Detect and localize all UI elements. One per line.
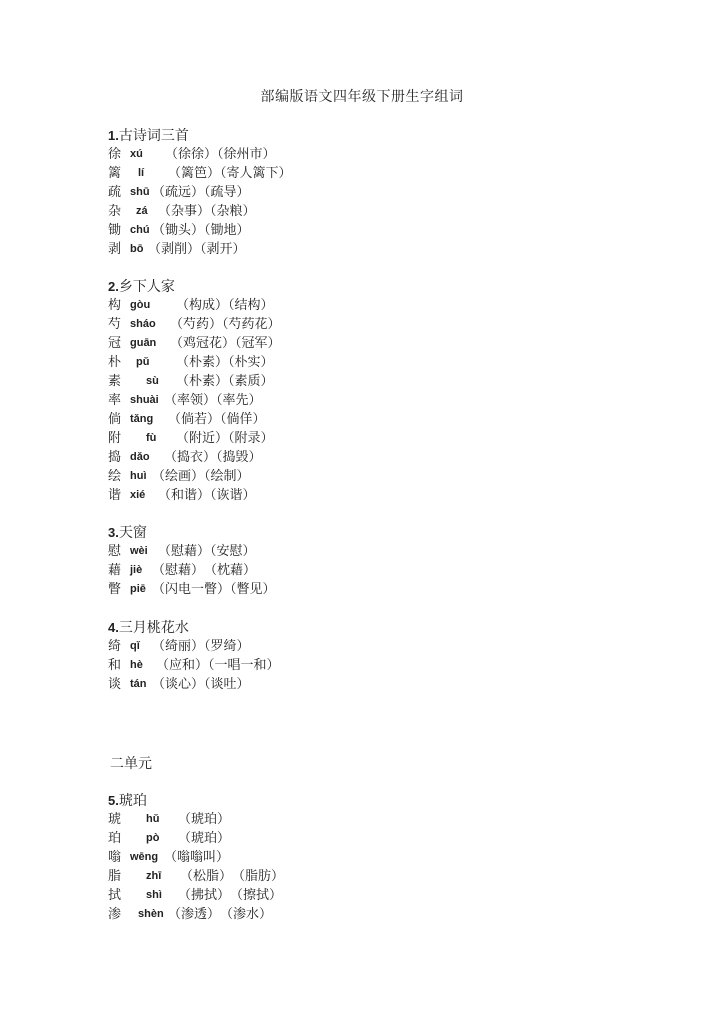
section-1 <box>108 126 668 259</box>
word-group: （嗡嗡叫） <box>164 850 230 865</box>
pinyin: shì <box>146 889 162 901</box>
pinyin: zá <box>136 205 148 217</box>
word-group: （绮丽）（罗绮） <box>152 639 250 654</box>
pinyin: pò <box>146 832 160 844</box>
list-item <box>108 372 668 391</box>
character: 拭 <box>108 888 122 903</box>
word-group: （附近）（附录） <box>176 431 274 446</box>
list-item <box>108 221 668 240</box>
word-group: （闪电一瞥）（瞥见） <box>152 582 276 597</box>
list-item <box>108 810 668 829</box>
character: 渗 <box>108 907 122 922</box>
character: 和 <box>108 658 122 673</box>
pinyin: wēng <box>130 851 159 863</box>
pinyin: xié <box>130 489 146 501</box>
list-item <box>108 580 668 599</box>
word-group: （剥削）（剥开） <box>148 242 246 257</box>
character: 冠 <box>108 336 122 351</box>
pinyin: tǎng <box>130 413 154 425</box>
character: 杂 <box>108 204 122 219</box>
pinyin: qǐ <box>130 640 140 652</box>
pinyin: jiè <box>130 564 143 576</box>
list-item <box>108 905 668 924</box>
section-name: 琥珀 <box>118 793 147 809</box>
section-number: 4. <box>108 620 119 635</box>
word-group: （倘若）（倘佯） <box>168 412 266 427</box>
section-number: 2. <box>108 279 119 294</box>
pinyin: lí <box>138 167 145 179</box>
word-group: （率领）（率先） <box>164 393 262 408</box>
character: 剥 <box>108 242 122 257</box>
pinyin: chú <box>130 224 150 236</box>
pinyin: bō <box>130 243 144 255</box>
list-item <box>108 486 668 505</box>
list-item <box>108 145 668 164</box>
section-number: 5. <box>108 793 119 808</box>
unit-heading: 二单元 <box>110 756 152 772</box>
list-item <box>108 391 668 410</box>
character: 疏 <box>108 185 122 200</box>
pinyin: huì <box>130 470 147 482</box>
section-heading <box>108 277 668 296</box>
character: 徐 <box>108 147 122 162</box>
list-item <box>108 542 668 561</box>
word-group: （渗透） （渗水） <box>168 907 273 922</box>
section-name: 乡下人家 <box>118 279 175 295</box>
section-heading <box>108 618 668 637</box>
pinyin: pǔ <box>136 356 150 368</box>
word-group: （杂事）（杂粮） <box>158 204 256 219</box>
pinyin: piē <box>130 583 146 595</box>
list-item <box>108 675 668 694</box>
list-item <box>108 315 668 334</box>
list-item <box>108 334 668 353</box>
word-group: （应和）（一唱一和） <box>156 658 280 673</box>
character: 芍 <box>108 317 122 332</box>
list-item <box>108 467 668 486</box>
pinyin: hè <box>130 659 143 671</box>
word-group: （琥珀） <box>178 812 231 827</box>
character: 绘 <box>108 469 122 484</box>
character: 朴 <box>108 355 122 370</box>
word-group: （疏远）（疏导） <box>152 185 250 200</box>
section-5 <box>108 791 668 924</box>
list-item <box>108 296 668 315</box>
list-item <box>108 867 668 886</box>
list-item <box>108 429 668 448</box>
list-item <box>108 656 668 675</box>
section-name: 天窗 <box>118 525 147 541</box>
list-item <box>108 353 668 372</box>
character: 绮 <box>108 639 122 654</box>
word-group: （篱笆）（寄人篱下） <box>168 166 292 181</box>
pinyin: dǎo <box>130 451 150 463</box>
pinyin: zhī <box>146 870 162 882</box>
list-item <box>108 410 668 429</box>
section-number: 1. <box>108 128 119 143</box>
word-group: （锄头）（锄地） <box>152 223 250 238</box>
word-group: （和谐）（诙谐） <box>158 488 256 503</box>
word-group: （构成）（结构） <box>176 298 274 313</box>
section-2 <box>108 277 668 505</box>
character: 嗡 <box>108 850 122 865</box>
pinyin: shuài <box>130 394 159 406</box>
word-group: （朴素）（朴实） <box>176 355 274 370</box>
section-4 <box>108 618 668 694</box>
pinyin: guān <box>130 337 157 349</box>
word-group: （芍药）（芍药花） <box>170 317 281 332</box>
pinyin: hǔ <box>146 813 160 825</box>
pinyin: shèn <box>138 908 164 920</box>
list-item <box>108 240 668 259</box>
list-item <box>108 886 668 905</box>
character: 构 <box>108 298 122 313</box>
section-3 <box>108 523 668 599</box>
list-item <box>108 637 668 656</box>
character: 锄 <box>108 223 122 238</box>
character: 慰 <box>108 544 122 559</box>
list-item <box>108 829 668 848</box>
list-item <box>108 183 668 202</box>
pinyin: xú <box>130 148 143 160</box>
section-heading <box>108 791 668 810</box>
word-group: （鸡冠花）（冠军） <box>170 336 281 351</box>
pinyin: tán <box>130 678 147 690</box>
character: 琥 <box>108 812 122 827</box>
section-heading <box>108 523 668 542</box>
character: 附 <box>108 431 122 446</box>
character: 篱 <box>108 166 122 181</box>
character: 谈 <box>108 677 122 692</box>
word-group: （朴素）（素质） <box>176 374 274 389</box>
character: 瞥 <box>108 582 122 597</box>
list-item <box>108 561 668 580</box>
list-item <box>108 164 668 183</box>
section-name: 三月桃花水 <box>118 620 189 636</box>
character: 率 <box>108 393 122 408</box>
character: 谐 <box>108 488 122 503</box>
section-heading <box>108 126 668 145</box>
word-group: （拂拭） （擦拭） <box>178 888 283 903</box>
word-group: （琥珀） <box>178 831 231 846</box>
pinyin: wèi <box>130 545 148 557</box>
character: 素 <box>108 374 122 389</box>
list-item <box>108 448 668 467</box>
pinyin: shū <box>130 186 150 198</box>
character: 脂 <box>108 869 122 884</box>
word-group: （捣衣）（捣毁） <box>164 450 262 465</box>
character: 藉 <box>108 563 122 578</box>
pinyin: gòu <box>130 299 151 311</box>
list-item <box>108 848 668 867</box>
word-group: （松脂） （脂肪） <box>180 869 285 884</box>
list-item <box>108 202 668 221</box>
pinyin: sù <box>146 375 159 387</box>
pinyin: sháo <box>130 318 156 330</box>
word-group: （徐徐）（徐州市） <box>165 147 276 162</box>
word-group: （慰藉） （枕藉） <box>152 563 257 578</box>
word-group: （慰藉）（安慰） <box>158 544 256 559</box>
section-number: 3. <box>108 525 119 540</box>
character: 捣 <box>108 450 122 465</box>
character: 珀 <box>108 831 122 846</box>
word-group: （绘画）（绘制） <box>152 469 250 484</box>
page-title: 部编版语文四年级下册生字组词 <box>260 89 464 105</box>
word-group: （谈心）（谈吐） <box>152 677 250 692</box>
character: 倘 <box>108 412 122 427</box>
pinyin: fù <box>146 432 157 444</box>
section-name: 古诗词三首 <box>118 128 189 144</box>
